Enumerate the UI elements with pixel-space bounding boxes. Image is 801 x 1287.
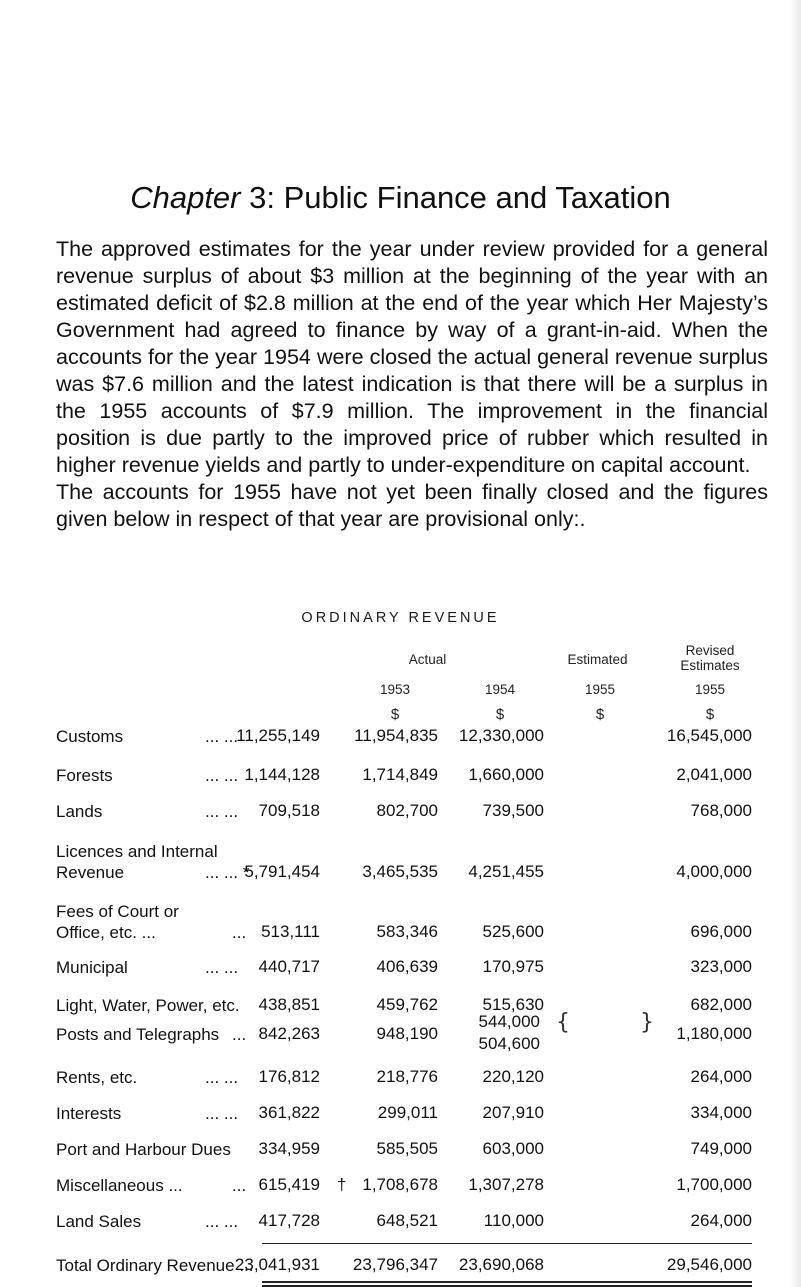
currency-col1: $ — [390, 706, 400, 723]
cell-misc-1955-est: 1,307,278 — [468, 1175, 544, 1194]
row-dots: ... ... — [205, 1068, 239, 1087]
cell-rents-1955-rev: 264,000 — [690, 1067, 752, 1086]
total-double-rule-1 — [262, 1281, 752, 1283]
cell-landsales-1955-est: 110,000 — [483, 1211, 544, 1230]
cell-interests-1953: 361,822 — [258, 1103, 320, 1122]
cell-forests-1954: 1,714,849 — [362, 765, 438, 784]
section-title: ORDINARY REVENUE — [301, 610, 500, 626]
cell-fees-1954: 583,346 — [376, 922, 438, 941]
cell-light-1955-rev: 682,000 — [690, 995, 752, 1014]
intro-paragraph-1: The approved estimates for the year under review provided for a general revenue surplus of about $3 million at the beginning of the year with an estimated deficit of $2.8 million at the end of the year which Her Majesty’s Government had agreed to finance by way of a grant-in-aid. When the accounts for the year 1954 were closed the actual general revenue surplus was $7.6 million and the latest indication is that there will be a surplus in the 1955 accounts of $7.9 million. The improvement in the financial position is due partly to the improved price of rubber which resulted in higher revenue yields and partly to under-expenditure on capital account. — [56, 237, 768, 477]
row-dots: ... ... — [205, 727, 239, 746]
row-label-light-water-power: Light, Water, Power, etc. — [56, 996, 240, 1015]
header-revised — [655, 643, 765, 673]
cell-municipal-1955-rev: 323,000 — [690, 957, 752, 976]
total-rule-top — [262, 1243, 752, 1244]
cell-municipal-1954: 406,639 — [376, 957, 438, 976]
cell-customs-1954: 11,954,835 — [354, 726, 438, 745]
cell-posts-1954: 948,190 — [376, 1024, 438, 1043]
header-year-1953: 1953 — [379, 682, 411, 697]
cell-fees-1955-rev: 696,000 — [690, 922, 752, 941]
row-dots: ... — [232, 1176, 247, 1195]
cell-licences-1955-rev: 4,000,000 — [676, 862, 752, 881]
row-label-forests: Forests — [56, 766, 113, 785]
cell-rents-1954: 218,776 — [376, 1067, 438, 1086]
cell-rents-1955-est: 220,120 — [482, 1067, 544, 1086]
total-1955-est: 23,690,068 — [458, 1255, 544, 1274]
cell-landsales-1954: 648,521 — [376, 1211, 438, 1230]
total-label: Total Ordinary Revenue ... — [56, 1256, 254, 1275]
cell-misc-1955-rev: 1,700,000 — [676, 1175, 752, 1194]
row-label-miscellaneous: Miscellaneous ... — [56, 1176, 183, 1195]
row-label-port-harbour: Port and Harbour Dues — [56, 1140, 231, 1159]
brace-left-icon: { — [556, 1010, 570, 1035]
row-dots: ... ... — [205, 766, 239, 785]
header-year-1954: 1954 — [484, 682, 516, 697]
cell-lands-1955-est: 739,500 — [482, 801, 544, 820]
row-label-posts-telegraphs: Posts and Telegraphs — [56, 1025, 220, 1044]
header-revised-line1: Revised — [685, 643, 735, 658]
cell-landsales-1953: 417,728 — [258, 1211, 320, 1230]
cell-licences-1955-est: 4,251,455 — [468, 862, 544, 881]
cell-port-1953: 334,959 — [258, 1139, 320, 1158]
header-revised-line2: Estimates — [680, 658, 740, 673]
cell-lands-1954: 802,700 — [376, 801, 438, 820]
header-year-1955-est: 1955 — [584, 682, 616, 697]
row-label-interests: Interests — [56, 1104, 122, 1123]
row-label-licences-line1: Licences and Internal — [56, 842, 218, 861]
cell-customs-1955-rev: 16,545,000 — [666, 726, 752, 745]
cell-light-1954: 459,762 — [376, 995, 438, 1014]
cell-lands-1955-rev: 768,000 — [690, 801, 752, 820]
row-dots: ... — [232, 923, 247, 942]
cell-municipal-1953: 440,717 — [258, 957, 320, 976]
currency-col3: $ — [595, 706, 605, 723]
cell-licences-1954: 3,465,535 — [362, 862, 438, 881]
total-1955-rev: 29,546,000 — [666, 1255, 752, 1274]
header-actual: Actual — [408, 652, 447, 667]
cell-port-1954: 585,505 — [376, 1139, 438, 1158]
cell-posts-1955-est-a: 544,000 — [478, 1012, 540, 1031]
cell-light-1955-est: 515,630 — [482, 995, 544, 1014]
cell-fees-1955-est: 525,600 — [482, 922, 544, 941]
row-label-rents: Rents, etc. — [56, 1068, 138, 1087]
total-1954: 23,796,347 — [352, 1255, 438, 1274]
cell-port-1955-est: 603,000 — [482, 1139, 544, 1158]
cell-rents-1953: 176,812 — [258, 1067, 320, 1086]
row-label-fees-line2: Office, etc. ... — [56, 923, 156, 942]
row-dots: ... ... * — [205, 863, 250, 882]
cell-posts-1953: 842,263 — [258, 1024, 320, 1043]
cell-forests-1955-rev: 2,041,000 — [676, 765, 752, 784]
row-dots: ... ... — [205, 1212, 239, 1231]
header-year-1955-rev: 1955 — [694, 682, 726, 697]
cell-fees-1953: 513,111 — [261, 922, 320, 941]
brace-right-icon: } — [640, 1010, 654, 1035]
currency-col4: $ — [705, 706, 715, 723]
cell-interests-1954: 299,011 — [377, 1103, 438, 1122]
dagger-mark: † — [337, 1175, 347, 1194]
row-label-customs: Customs — [56, 727, 124, 746]
cell-customs-1955-est: 12,330,000 — [458, 726, 544, 745]
row-label-municipal: Municipal — [56, 958, 128, 977]
cell-posts-1955-rev: 1,180,000 — [676, 1024, 752, 1043]
row-dots: ... ... — [205, 1104, 239, 1123]
currency-col2: $ — [495, 706, 505, 723]
cell-port-1955-rev: 749,000 — [690, 1139, 752, 1158]
cell-forests-1953: 1,144,128 — [244, 765, 320, 784]
header-estimated: Estimated — [567, 652, 628, 667]
cell-licences-1953: 5,791,454 — [244, 862, 320, 881]
cell-municipal-1955-est: 170,975 — [482, 957, 544, 976]
cell-landsales-1955-rev: 264,000 — [690, 1211, 752, 1230]
cell-lands-1953: 709,518 — [258, 801, 320, 820]
cell-misc-1954: 1,708,678 — [362, 1175, 438, 1194]
row-dots: ... — [232, 1025, 247, 1044]
row-label-lands: Lands — [56, 802, 103, 821]
cell-interests-1955-rev: 334,000 — [690, 1103, 752, 1122]
intro-paragraph-2: The accounts for 1955 have not yet been finally closed and the figures given below in respect of that year are provisional only:. — [56, 480, 768, 531]
cell-misc-1953: 615,419 — [258, 1175, 320, 1194]
chapter-word: Chapter — [130, 180, 241, 215]
row-label-land-sales: Land Sales — [56, 1212, 142, 1231]
total-1953: 23,041,931 — [234, 1255, 320, 1274]
row-label-fees-line1: Fees of Court or — [56, 902, 179, 921]
cell-interests-1955-est: 207,910 — [482, 1103, 544, 1122]
cell-posts-1955-est-b: 504,600 — [478, 1034, 540, 1053]
row-label-licences-line2: Revenue — [56, 863, 125, 882]
cell-forests-1955-est: 1,660,000 — [468, 765, 544, 784]
row-dots: ... ... — [205, 958, 239, 977]
row-dots: ... ... — [205, 802, 239, 821]
cell-light-1953: 438,851 — [258, 995, 320, 1014]
chapter-title-text: 3: Public Finance and Taxation — [249, 180, 671, 215]
cell-customs-1953: 11,255,149 — [236, 726, 320, 745]
